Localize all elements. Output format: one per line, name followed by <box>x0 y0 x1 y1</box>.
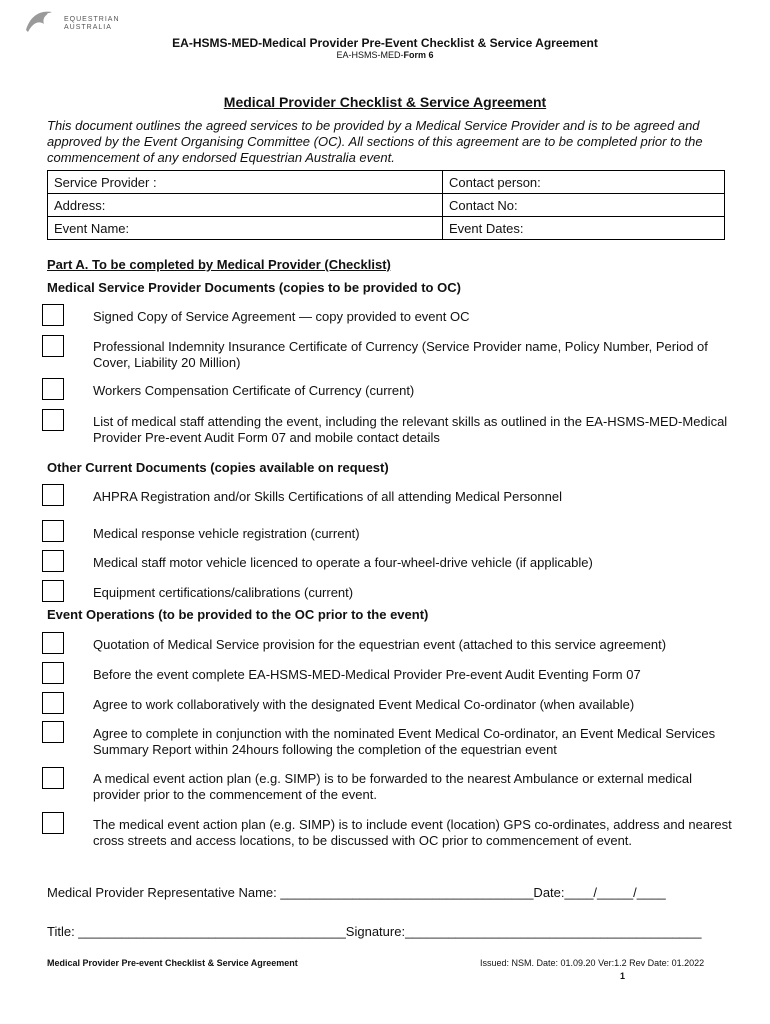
checklist-item-label: The medical event action plan (e.g. SIMP) is to include event (location) GPS co-ordinates, address and nearest cross streets and access locations, to be discussed with OC prior to commencement of event. <box>93 817 732 848</box>
checklist-item-label: A medical event action plan (e.g. SIMP) is to be forwarded to the nearest Ambulance or external medical provider prior to the commencement of the event. <box>93 771 693 802</box>
checkbox-item-4[interactable] <box>42 409 64 431</box>
checklist-item-label: Workers Compensation Certificate of Currency (current) <box>93 383 415 398</box>
representative-name-date-line[interactable]: Medical Provider Representative Name: ___________________________________Date:____/_____/____ <box>47 885 666 900</box>
checklist-item-label: Signed Copy of Service Agreement — copy provided to event OC <box>93 309 470 324</box>
checkbox-item-3[interactable] <box>42 378 64 400</box>
contact-no-cell[interactable]: Contact No: <box>443 194 725 217</box>
section-heading-ops: Event Operations (to be provided to the OC prior to the event) <box>47 607 429 622</box>
checklist-item-label: Quotation of Medical Service provision for the equestrian event (attached to this service agreement) <box>93 637 667 652</box>
checkbox-item-11[interactable] <box>42 692 64 714</box>
horse-logo-icon <box>22 6 58 36</box>
checklist-item-label: AHPRA Registration and/or Skills Certifications of all attending Medical Personnel <box>93 489 562 504</box>
checkbox-item-7[interactable] <box>42 550 64 572</box>
equestrian-australia-logo <box>22 6 142 36</box>
checklist-item-label: Medical staff motor vehicle licenced to operate a four-wheel-drive vehicle (if applicable) <box>93 555 593 570</box>
service-provider-cell[interactable]: Service Provider : <box>48 171 443 194</box>
section-heading-other: Other Current Documents (copies available on request) <box>47 460 389 475</box>
checklist-item-label: Before the event complete EA-HSMS-MED-Medical Provider Pre-event Audit Eventing Form 07 <box>93 667 641 682</box>
checkbox-item-13[interactable] <box>42 767 64 789</box>
logo-line-2: AUSTRALIA <box>64 24 112 31</box>
checkbox-item-12[interactable] <box>42 721 64 743</box>
table-row <box>48 171 725 194</box>
form-code-prefix: EA-HSMS-MED- <box>336 50 404 60</box>
checkbox-item-2[interactable] <box>42 335 64 357</box>
intro-paragraph: This document outlines the agreed services to be provided by a Medical Service Provider and is to be agreed and approved by the Event Organising Committee (OC). All sections of this agreement are to be completed prior to the commencement of any endorsed Equestrian Australia event. <box>47 118 703 165</box>
checkbox-item-8[interactable] <box>42 580 64 602</box>
title-signature-line[interactable]: Title: _____________________________________Signature:_________________________________________ <box>47 924 702 939</box>
event-info-table <box>47 170 725 240</box>
footer-issue-info: Issued: NSM. Date: 01.09.20 Ver:1.2 Rev Date: 01.2022 <box>480 958 705 968</box>
checkbox-item-9[interactable] <box>42 632 64 654</box>
document-title: Medical Provider Checklist & Service Agreement <box>223 94 547 110</box>
checklist-item-label: Equipment certifications/calibrations (current) <box>93 585 354 600</box>
checklist-item-label: Medical response vehicle registration (current) <box>93 526 360 541</box>
checkbox-item-6[interactable] <box>42 520 64 542</box>
checkbox-item-10[interactable] <box>42 662 64 684</box>
checklist-item-label: Professional Indemnity Insurance Certificate of Currency (Service Provider name, Policy Number, Period of Cover, Liability 20 Million) <box>93 339 708 370</box>
part-a-heading: Part A. To be completed by Medical Provider (Checklist) <box>47 257 391 272</box>
document-header-title: EA-HSMS-MED-Medical Provider Pre-Event Checklist & Service Agreement <box>172 36 598 50</box>
table-row <box>48 217 725 240</box>
table-row <box>48 194 725 217</box>
event-dates-cell[interactable]: Event Dates: <box>443 217 725 240</box>
footer-document-name: Medical Provider Pre-event Checklist & Service Agreement <box>47 958 298 968</box>
section-heading-docs: Medical Service Provider Documents (copies to be provided to OC) <box>47 280 461 295</box>
event-name-cell[interactable]: Event Name: <box>48 217 443 240</box>
checkbox-item-14[interactable] <box>42 812 64 834</box>
logo-line-1: EQUESTRIAN <box>64 16 120 23</box>
address-cell[interactable]: Address: <box>48 194 443 217</box>
contact-person-cell[interactable]: Contact person: <box>443 171 725 194</box>
checkbox-item-1[interactable] <box>42 304 64 326</box>
page-number: 1 <box>620 971 626 981</box>
checklist-item-label: Agree to complete in conjunction with the nominated Event Medical Co-ordinator, an Event Medical Services Summary Report within 24hours following the completion of the equestrian event <box>93 726 716 757</box>
form-code <box>0 50 770 60</box>
checklist-item-label: Agree to work collaboratively with the designated Event Medical Co-ordinator (when available) <box>93 697 635 712</box>
checklist-item-label: List of medical staff attending the event, including the relevant skills as outlined in the EA-HSMS-MED-Medical Provider Pre-event Audit Form 07 and mobile contact details <box>93 414 728 445</box>
form-code-number: Form 6 <box>403 50 434 60</box>
checkbox-item-5[interactable] <box>42 484 64 506</box>
